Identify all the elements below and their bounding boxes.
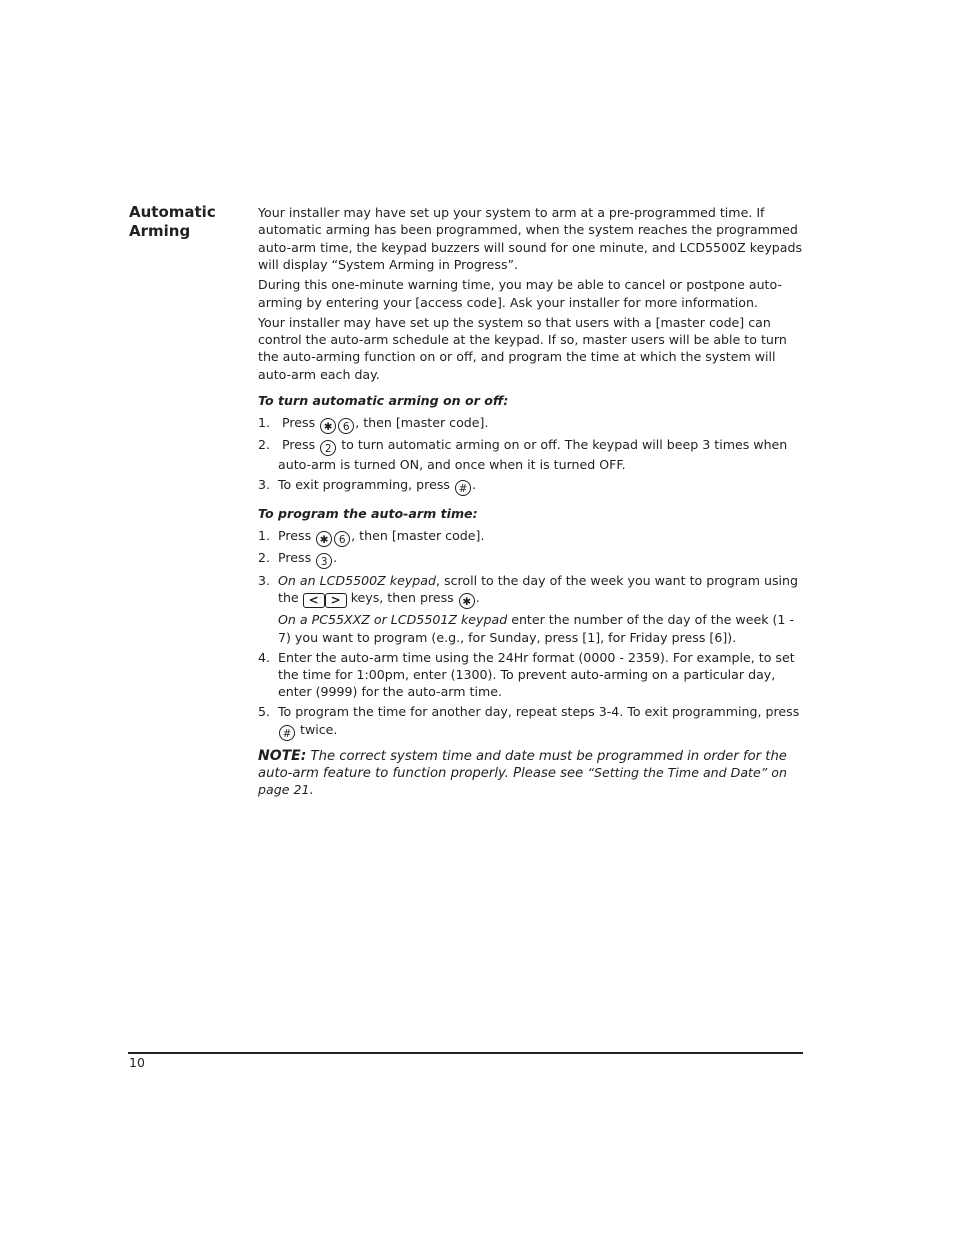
- list-item: [258, 527, 803, 547]
- list-item: [258, 549, 803, 569]
- procedure-onoff-title: To turn automatic arming on or off:: [258, 393, 509, 409]
- note-text: The correct system time and date must be programmed in order for the auto-arm feature to function properly. Please see: [258, 748, 787, 781]
- step-text: .: [475, 590, 480, 606]
- step-number: 3.: [258, 477, 271, 493]
- three-key-icon: 3: [316, 553, 332, 569]
- two-key-icon: 2: [320, 440, 336, 456]
- step-text: , scroll to the day of the week you want to program using the: [278, 572, 798, 606]
- list-item: [258, 414, 803, 434]
- right-arrow-key-icon: >: [325, 593, 347, 608]
- page-number: 10: [129, 1055, 145, 1070]
- step-text: .: [471, 477, 476, 493]
- note-label: NOTE:: [258, 747, 307, 764]
- note: [258, 748, 803, 799]
- step-number: 1.: [258, 414, 271, 430]
- step-keypad-model: On an LCD5500Z keypad: [278, 572, 436, 588]
- step-text: , then [master code].: [351, 527, 485, 543]
- step-number: 1.: [258, 527, 271, 543]
- footer-divider: [128, 1052, 803, 1054]
- step-text: enter the number of the day of the week (1 - 7) you want to program (e.g., for Sunday, press [1], for Friday press [6]).: [278, 612, 794, 645]
- list-item: [258, 476, 803, 496]
- note-end: .: [309, 782, 314, 798]
- list-item: [258, 703, 803, 740]
- step-text: twice.: [296, 721, 338, 737]
- list-item: [258, 572, 803, 646]
- list-item: [258, 436, 803, 473]
- step-text: Press: [278, 527, 312, 543]
- left-arrow-key-icon: <: [303, 593, 325, 608]
- step-text: , then [master code].: [355, 414, 489, 430]
- step-number: 2.: [258, 550, 271, 566]
- note-reference: “Setting the Time and Date” on page 21: [258, 764, 787, 797]
- section-heading-line2: Arming: [129, 222, 191, 240]
- step-number: 3.: [258, 572, 271, 588]
- step-text: keys, then press: [346, 590, 454, 606]
- step-subparagraph: [278, 611, 803, 646]
- six-key-icon: 6: [334, 531, 350, 547]
- step-text: .: [333, 550, 338, 566]
- paragraph-2: During this one-minute warning time, you may be able to cancel or postpone auto-arming by entering your [access code]. Ask your installer for more information.: [258, 277, 782, 310]
- procedure-onoff-steps: [258, 414, 803, 497]
- procedure-time-steps: [258, 527, 803, 741]
- section-heading: [129, 203, 249, 241]
- paragraph-1: Your installer may have set up your system to arm at a pre-programmed time. If automatic arming has been programmed, when the system reaches the programmed auto-arm time, the keypad buzzers will sound for one minute, and LCD5500Z keypads will display “System Arming in Progress”.: [258, 205, 803, 273]
- step-text: Press: [278, 550, 312, 566]
- step-number: 4.: [258, 649, 271, 665]
- step-text: To program the time for another day, repeat steps 3-4. To exit programming, press: [278, 704, 800, 720]
- star-key-icon: ✱: [459, 593, 475, 609]
- step-text: To exit programming, press: [278, 477, 450, 493]
- pound-key-icon: #: [279, 725, 295, 741]
- step-keypad-model: On a PC55XXZ or LCD5501Z keypad: [278, 612, 508, 628]
- paragraph-3: Your installer may have set up the system so that users with a [master code] can control the auto-arm schedule at the keypad. If so, master users will be able to turn the auto-arming function on or off, and program the time at which the system will auto-arm each day.: [258, 314, 787, 382]
- six-key-icon: 6: [338, 418, 354, 434]
- step-text: Press: [282, 414, 316, 430]
- step-number: 2.: [258, 437, 271, 453]
- step-number: 5.: [258, 704, 271, 720]
- list-item: [258, 649, 803, 701]
- section-body: [258, 204, 803, 801]
- star-key-icon: ✱: [320, 418, 336, 434]
- step-text: Press: [282, 437, 316, 453]
- pound-key-icon: #: [455, 480, 471, 496]
- step-text: Enter the auto-arm time using the 24Hr format (0000 - 2359). For example, to set the time for 1:00pm, enter (1300). To prevent auto-arming on a particular day, enter (9999) for the auto-arm time.: [278, 649, 795, 700]
- procedure-time-title: To program the auto-arm time:: [258, 506, 478, 522]
- step-text: to turn automatic arming on or off. The keypad will beep 3 times when auto-arm is turned ON, and once when it is turned OFF.: [278, 437, 788, 473]
- star-key-icon: ✱: [316, 531, 332, 547]
- section-heading-line1: Automatic: [129, 203, 216, 221]
